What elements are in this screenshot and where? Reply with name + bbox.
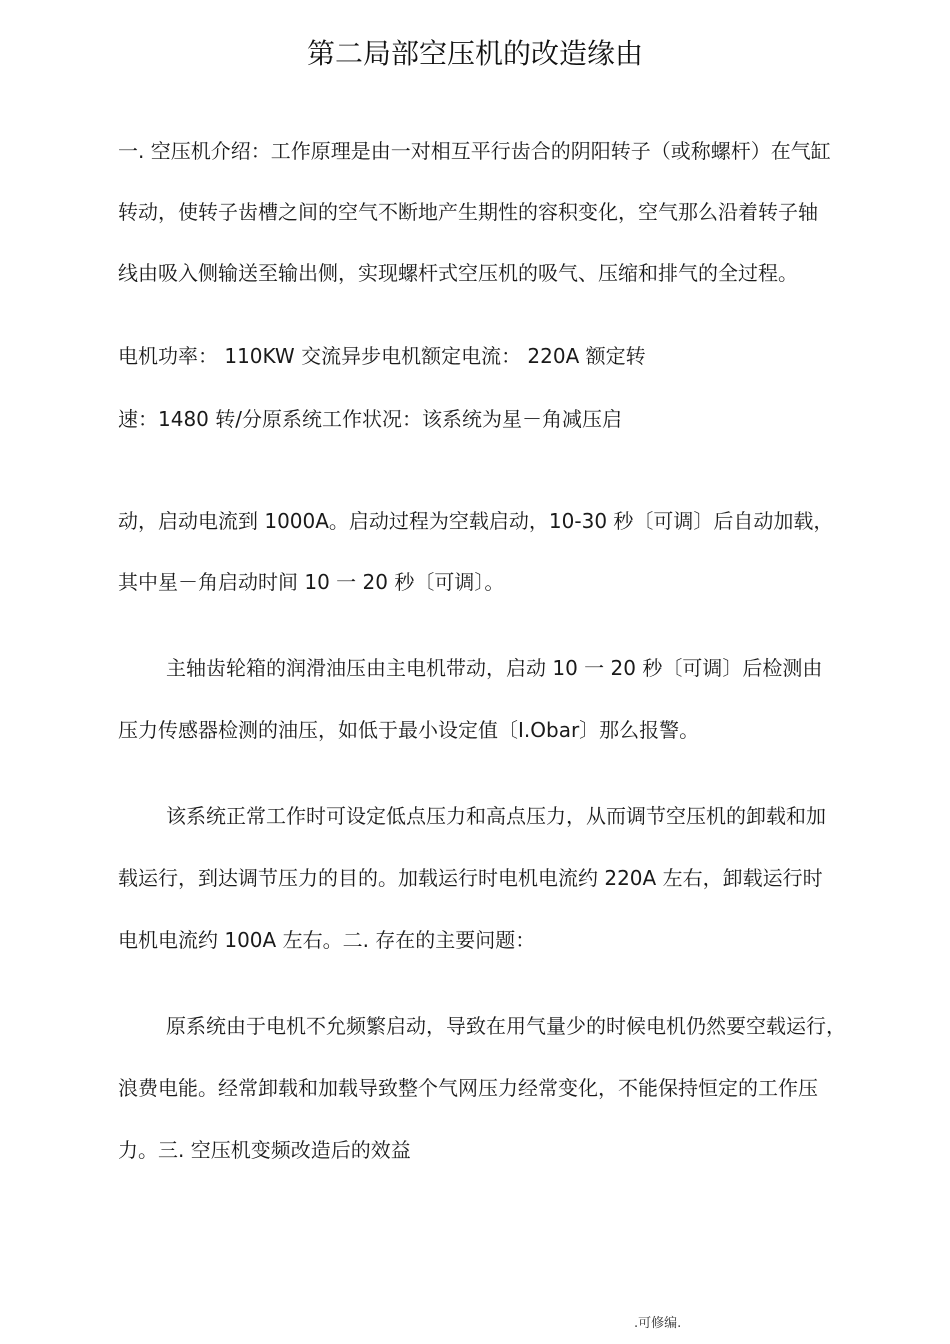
paragraph-line-12: 电机电流约 100A 左右。二. 存在的主要问题： — [118, 928, 536, 952]
paragraph-line-1: 一. 空压机介绍：工作原理是由一对相互平行齿合的阴阳转子（或称螺杆）在气缸 — [118, 139, 831, 163]
paragraph-line-6: 动，启动电流到 1000A。启动过程为空载启动，10-30 秒〔可调〕后自动加载， — [118, 509, 834, 533]
paragraph-line-13: 原系统由于电机不允频繁启动，导致在用气量少的时候电机仍然要空载运行， — [166, 1014, 846, 1038]
paragraph-line-5: 速：1480 转/分原系统工作状况：该系统为星－角减压启 — [118, 407, 622, 431]
document-title: 第二局部空压机的改造缘由 — [306, 37, 643, 70]
paragraph-line-14: 浪费电能。经常卸载和加载导致整个气网压力经常变化，不能保持恒定的工作压 — [118, 1076, 818, 1100]
paragraph-line-3: 线由吸入侧输送至输出侧，实现螺杆式空压机的吸气、压缩和排气的全过程。 — [118, 261, 798, 285]
paragraph-line-10: 该系统正常工作时可设定低点压力和高点压力，从而调节空压机的卸载和加 — [166, 804, 826, 828]
paragraph-line-9: 压力传感器检测的油压，如低于最小设定值〔I.Obar〕那么报警。 — [118, 718, 700, 742]
paragraph-line-8: 主轴齿轮箱的润滑油压由主电机带动，启动 10 一 20 秒〔可调〕后检测由 — [166, 656, 823, 680]
paragraph-line-11: 载运行，到达调节压力的目的。加载运行时电机电流约 220A 左右，卸载运行时 — [118, 866, 823, 890]
page-footer: .可修编. — [634, 1316, 682, 1331]
paragraph-line-15: 力。三. 空压机变频改造后的效益 — [118, 1138, 411, 1162]
paragraph-line-7: 其中星－角启动时间 10 一 20 秒〔可调〕。 — [118, 570, 505, 594]
paragraph-line-4: 电机功率： 110KW 交流异步电机额定电流： 220A 额定转 — [118, 344, 646, 368]
paragraph-line-2: 转动，使转子齿槽之间的空气不断地产生期性的容积变化，空气那么沿着转子轴 — [118, 200, 818, 224]
